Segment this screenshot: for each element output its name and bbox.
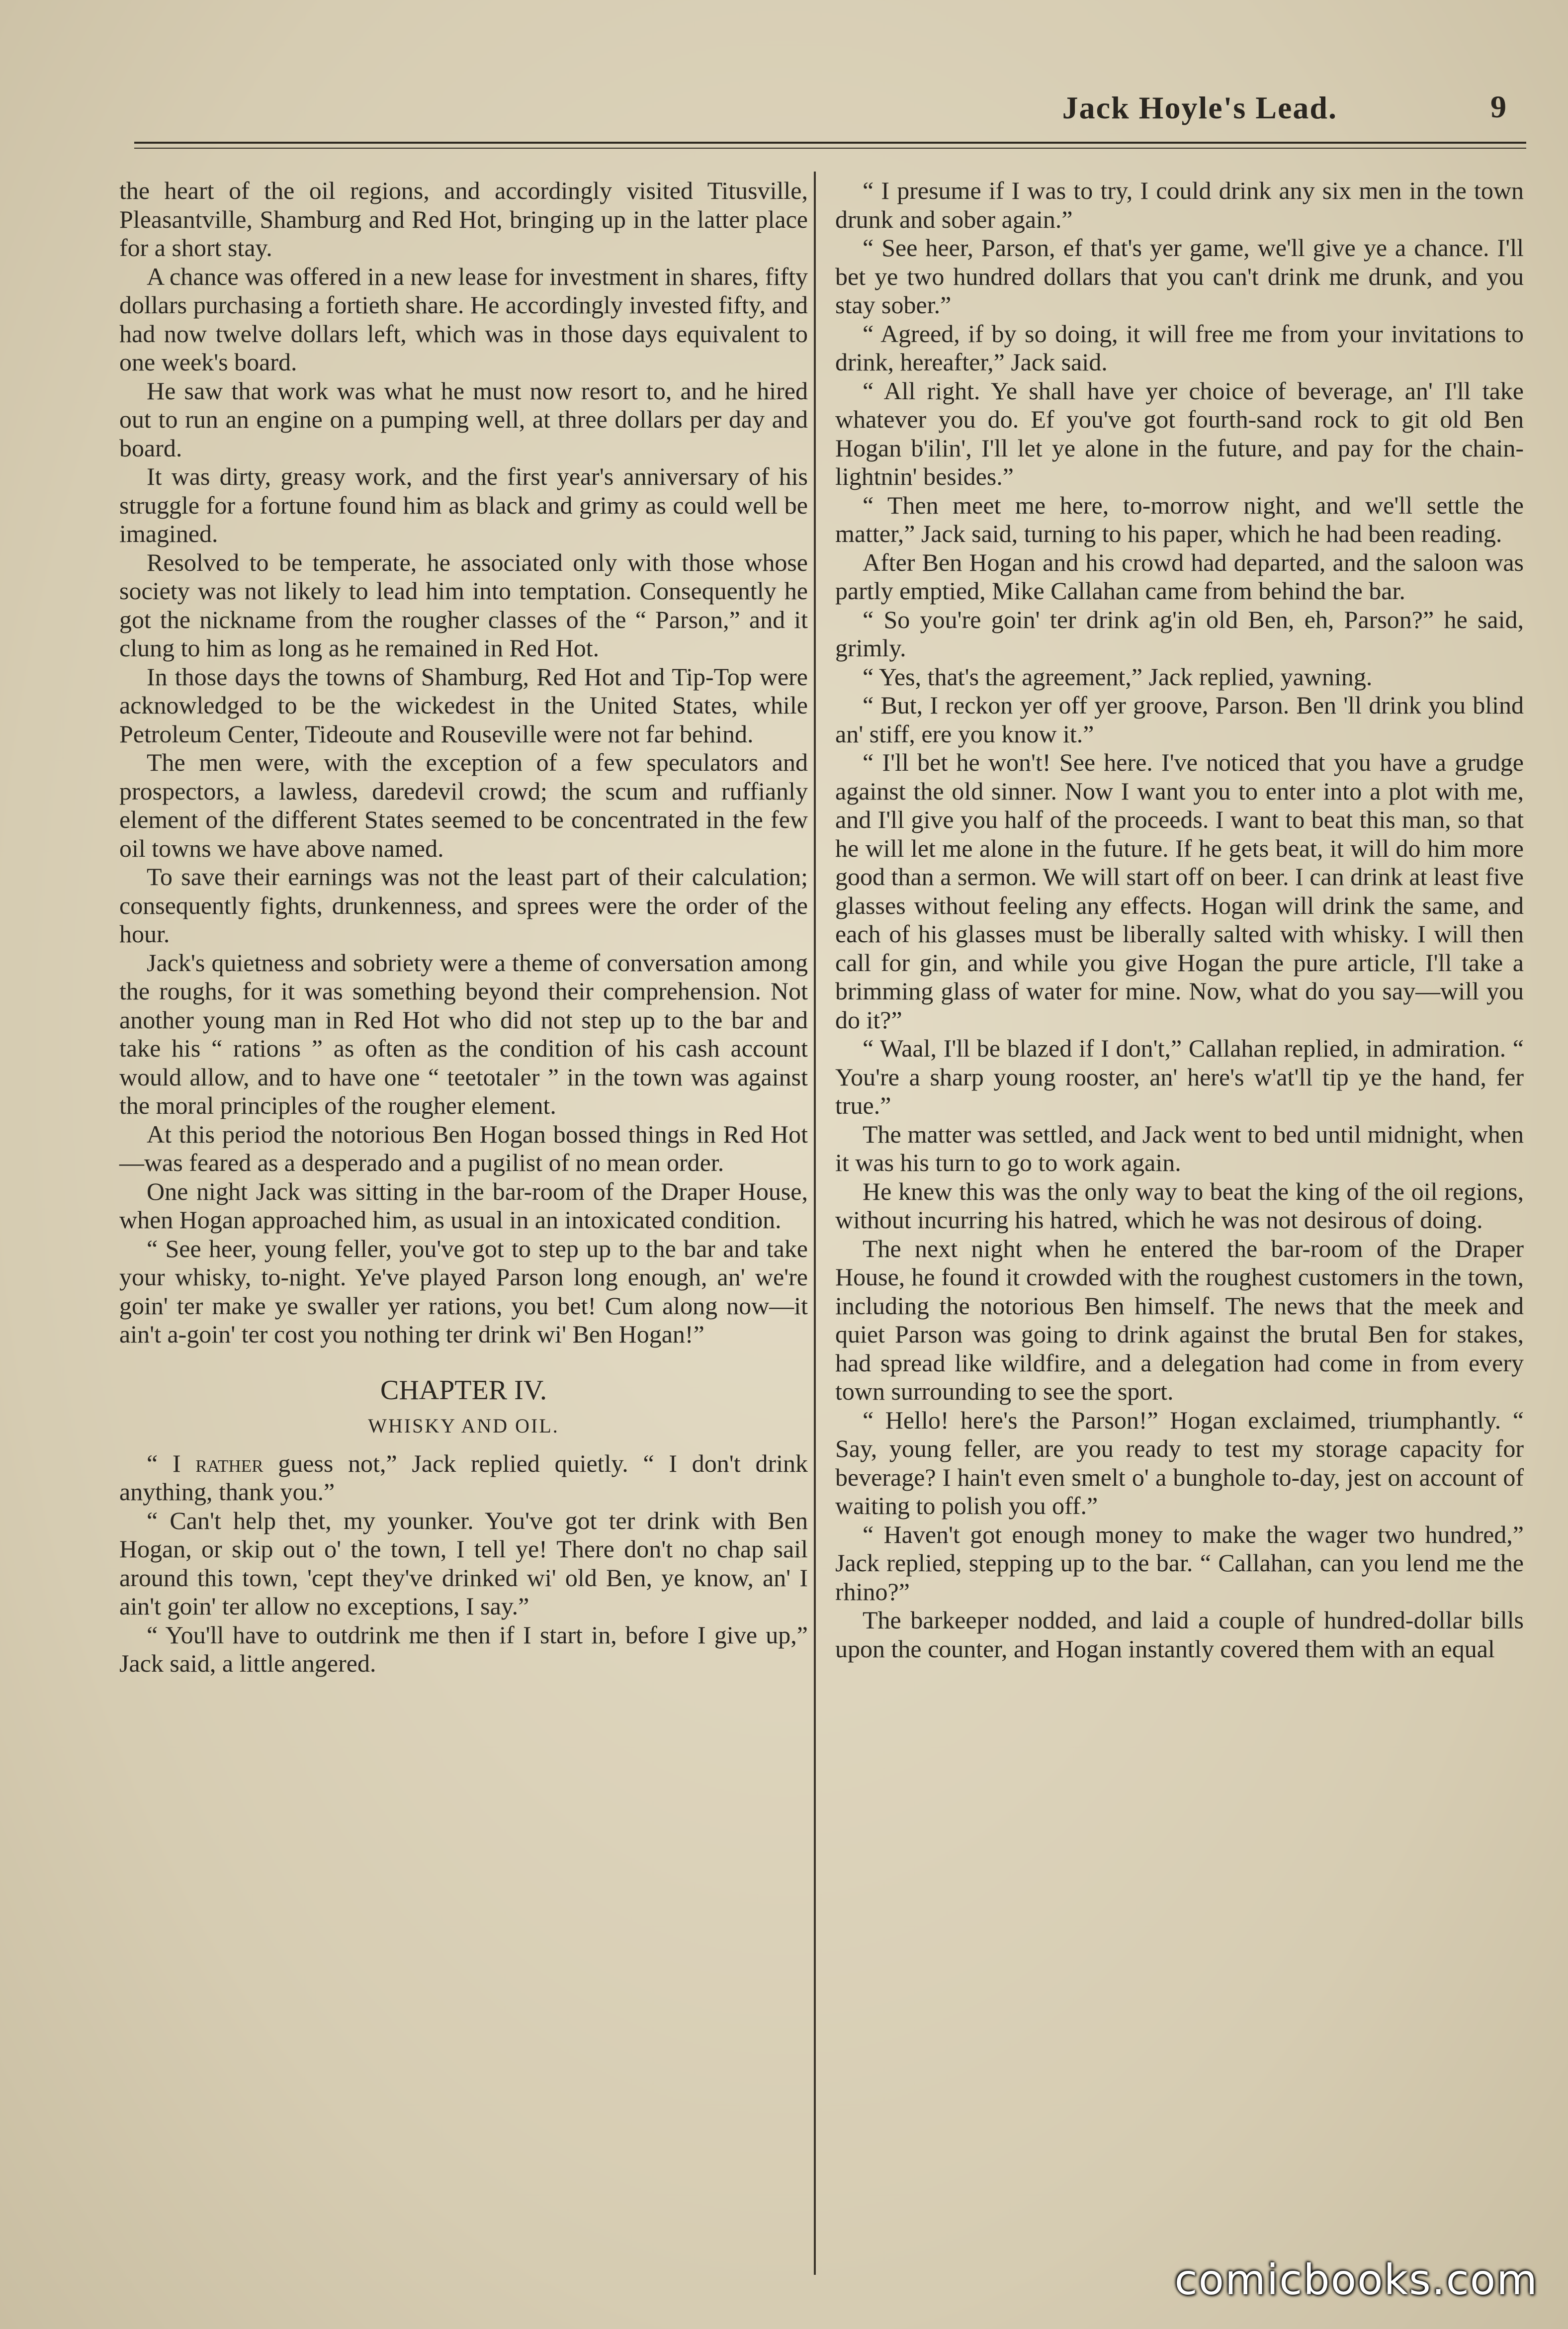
watermark: comicbooks.com	[1174, 2255, 1538, 2304]
paragraph: “ Then meet me here, to-morrow night, and we'll settle the matter,” Jack said, turning to his paper, which he had been reading.	[835, 491, 1524, 547]
chapter-opening-paragraph	[119, 1449, 808, 1507]
paragraph: After Ben Hogan and his crowd had departed, and the saloon was partly emptied, Mike Callahan came from behind the bar.	[835, 548, 1524, 605]
opening-rest: guess not,” Jack replied quietly. “ I don't drink anything, thank you.”	[119, 1449, 808, 1506]
paragraph: “ I presume if I was to try, I could drink any six men in the town drunk and sober again.”	[835, 177, 1524, 233]
paragraph: “ Yes, that's the agreement,” Jack replied, yawning.	[863, 662, 1373, 691]
paragraph: “ See heer, young feller, you've got to step up to the bar and take your whisky, to-night. Ye've played Parson long enough, an' we're goin' ter make ye swaller yer rations, you bet! Cum along now—it ain't a-goin' ter cost you nothing ter drink wi' Ben Hogan!”	[119, 1234, 808, 1348]
page-number: 9	[1490, 89, 1506, 124]
paragraph: The barkeeper nodded, and laid a couple of hundred-dollar bills upon the counter, and Hogan instantly covered them with an equal	[835, 1606, 1524, 1663]
column-divider	[814, 172, 816, 2275]
paragraph: “ So you're goin' ter drink ag'in old Ben, eh, Parson?” he said, grimly.	[835, 605, 1524, 662]
paragraph: The men were, with the exception of a few speculators and prospectors, a lawless, daredevil crowd; the scum and ruffianly element of the different States seemed to be concentrated in the few oil towns we have above named.	[119, 748, 808, 862]
paragraph: Resolved to be temperate, he associated only with those whose society was not likely to lead him into temptation. Consequently he got the nickname from the rougher classes of the “ Parson,” and it clung to him as long as he remained in Red Hot.	[119, 548, 808, 662]
left-column	[119, 177, 808, 2280]
paragraph: “ Waal, I'll be blazed if I don't,” Callahan replied, in admiration. “ You're a sharp young rooster, an' here's w'at'll tip ye the hand, fer true.”	[835, 1034, 1524, 1119]
paragraph: “ Hello! here's the Parson!” Hogan exclaimed, triumphantly. “ Say, young feller, are you ready to test my storage capacity for beverage? I hain't even smelt o' a bunghole to-day, jest on account of waiting to polish you off.”	[835, 1406, 1524, 1520]
paragraph: It was dirty, greasy work, and the first year's anniversary of his struggle for a fortune found him as black and grimy as could well be imagined.	[119, 462, 808, 547]
paragraph: “ See heer, Parson, ef that's yer game, we'll give ye a chance. I'll bet ye two hundred dollars that you can't drink me drunk, and you stay sober.”	[835, 234, 1524, 319]
paragraph: One night Jack was sitting in the bar-room of the Draper House, when Hogan approached him, as usual in an intoxicated condition.	[119, 1177, 808, 1234]
paragraph: He knew this was the only way to beat the king of the oil regions, without incurring his hatred, which he was not desirous of doing.	[835, 1177, 1524, 1234]
chapter-subtitle: WHISKY AND OIL.	[368, 1415, 559, 1437]
paragraph: The next night when he entered the bar-room of the Draper House, he found it crowded with the roughest customers in the town, including the notorious Ben himself. The news that the meek and quiet Parson was going to drink against the brutal Ben for stakes, had spread like wildfire, and a delegation had come in from every town surrounding to see the sport.	[835, 1234, 1524, 1405]
paragraph: Jack's quietness and sobriety were a theme of conversation among the roughs, for it was something beyond their comprehension. Not another young man in Red Hot who did not step up to the bar and take his “ rations ” as often as the condition of his cash account would allow, and to have one “ teetotaler ” in the town was against the moral principles of the rougher element.	[119, 948, 808, 1119]
paragraph: “ But, I reckon yer off yer groove, Parson. Ben 'll drink you blind an' stiff, ere you know it.”	[835, 691, 1524, 748]
paragraph: A chance was offered in a new lease for investment in shares, fifty dollars purchasing a fortieth share. He accordingly invested fifty, and had now twelve dollars left, which was in those days equivalent to one week's board.	[119, 262, 808, 376]
opening-smallcaps: “ I rather	[147, 1449, 263, 1477]
paragraph: the heart of the oil regions, and accordingly visited Titusville, Pleasantville, Shamburg and Red Hot, bringing up in the latter place for a short stay.	[119, 177, 808, 262]
paragraph: “ I'll bet he won't! See here. I've noticed that you have a grudge against the old sinner. Now I want you to enter into a plot with me, and I'll give you half of the proceeds. I want to beat this man, so that he will let me alone in the future. If he gets beat, it will do him more good than a sermon. We will start off on beer. I can drink at least five glasses without feeling any effects. Hogan will drink the same, and each of his glasses must be liberally salted with whisky. I will then call for gin, and while you give Hogan the pure article, I'll take a brimming glass of water for mine. Now, what do you say—will you do it?”	[835, 748, 1524, 1034]
paragraph: The matter was settled, and Jack went to bed until midnight, when it was his turn to go to work again.	[835, 1120, 1524, 1176]
paragraph: At this period the notorious Ben Hogan bossed things in Red Hot—was feared as a desperado and a pugilist of no mean order.	[119, 1120, 808, 1176]
paragraph: “ Agreed, if by so doing, it will free me from your invitations to drink, hereafter,” Jack said.	[835, 319, 1524, 376]
paragraph: “ You'll have to outdrink me then if I start in, before I give up,” Jack said, a little angered.	[119, 1620, 808, 1677]
paragraph: “ Haven't got enough money to make the wager two hundred,” Jack replied, stepping up to the bar. “ Callahan, can you lend me the rhino?”	[835, 1520, 1524, 1606]
right-column	[835, 177, 1524, 2280]
page-header	[124, 75, 1526, 139]
chapter-heading: CHAPTER IV.	[380, 1374, 547, 1406]
running-title: Jack Hoyle's Lead.	[1062, 90, 1337, 125]
paragraph: “ All right. Ye shall have yer choice of beverage, an' I'll take whatever you do. Ef you've got fourth-sand rock to git old Ben Hogan b'ilin', I'll let ye alone in the future, and pay for the chain-lightnin' besides.”	[835, 376, 1524, 490]
paragraph: In those days the towns of Shamburg, Red Hot and Tip-Top were acknowledged to be the wickedest in the United States, while Petroleum Center, Tideoute and Rouseville were not far behind.	[119, 662, 808, 748]
paragraph: “ Can't help thet, my younker. You've got ter drink with Ben Hogan, or skip out o' the town, I tell ye! There don't no chap sail around this town, 'cept they've drinked wi' old Ben, ye know, an' I ain't goin' ter allow no exceptions, I say.”	[119, 1506, 808, 1620]
paragraph: To save their earnings was not the least part of their calculation; consequently fights, drunkenness, and sprees were the order of the hour.	[119, 863, 808, 948]
header-rule	[134, 142, 1526, 149]
paragraph: He saw that work was what he must now resort to, and he hired out to run an engine on a pumping well, at three dollars per day and board.	[119, 376, 808, 462]
